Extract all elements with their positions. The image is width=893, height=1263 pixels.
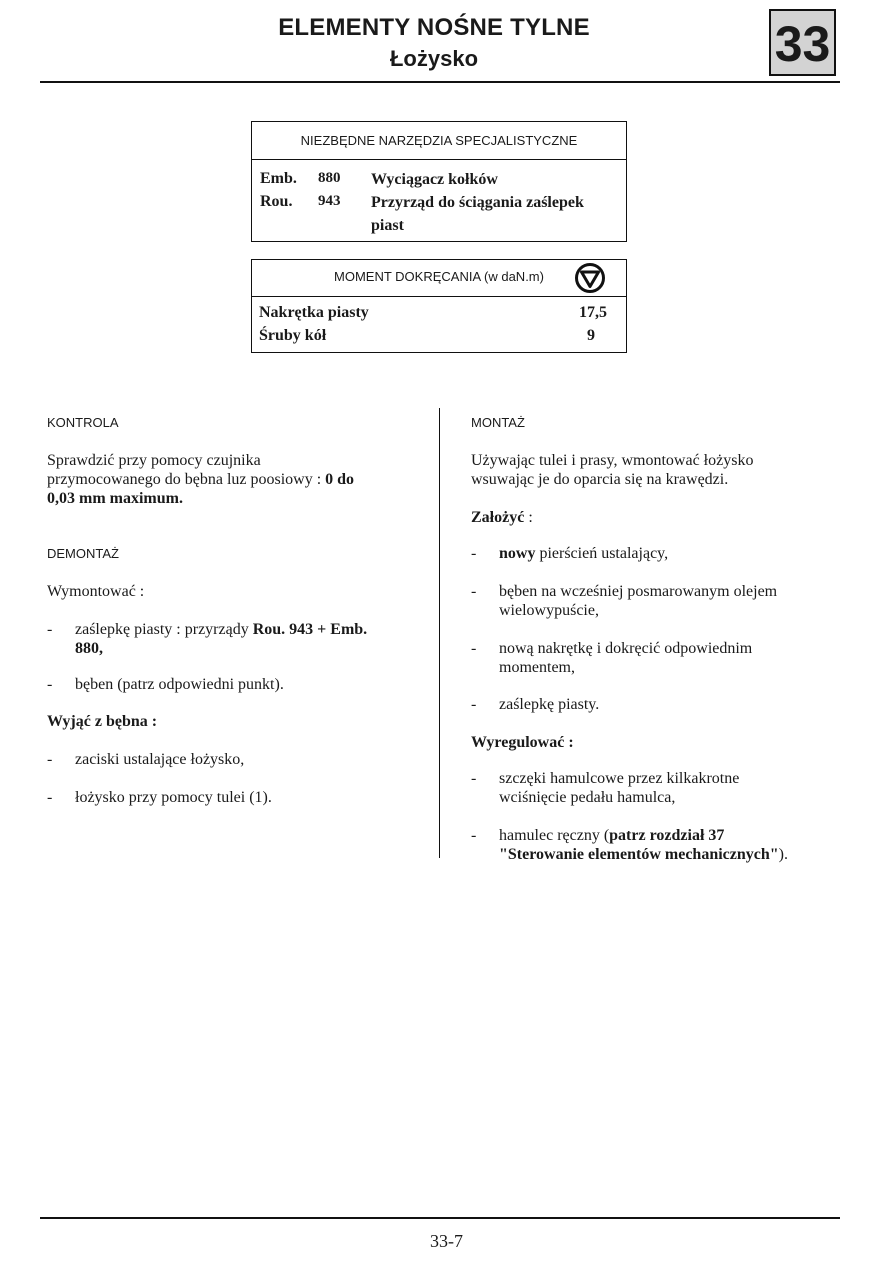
section-heading-demontaz: DEMONTAŻ	[47, 546, 119, 561]
torque-label: Śruby kół	[259, 327, 327, 344]
torque-row	[259, 304, 607, 322]
list-dash: -	[471, 770, 477, 787]
kontrola-text	[47, 451, 427, 508]
demontaz-intro: Wymontować :	[47, 583, 145, 600]
column-divider	[439, 408, 440, 858]
tool-number: 943	[318, 193, 341, 209]
list-dash: -	[471, 696, 477, 713]
list-item-text: bęben (patrz odpowiedni punkt).	[75, 676, 284, 693]
paragraph-bold: 0 do	[325, 471, 355, 488]
page-title: ELEMENTY NOŚNE TYLNE	[278, 14, 590, 41]
list-item-text	[499, 639, 869, 677]
torque-heading	[252, 260, 626, 297]
page-number: 33-7	[430, 1231, 463, 1251]
tool-code: Emb.	[260, 170, 297, 187]
sub-heading-bold: Założyć	[471, 509, 525, 526]
torque-box	[251, 259, 627, 353]
item-line	[499, 826, 874, 845]
item-text: hamulec ręczny (	[499, 827, 610, 844]
sub-heading: Wyjąć z bębna :	[47, 713, 158, 730]
tool-name: Wyciągacz kołków	[371, 171, 498, 188]
list-dash: -	[47, 751, 53, 768]
torque-value: 9	[587, 327, 595, 344]
list-dash: -	[471, 827, 477, 844]
footer-rule	[40, 1217, 840, 1219]
list-dash: -	[47, 621, 53, 638]
item-bold: Rou. 943 + Emb.	[252, 621, 368, 638]
item-bold: "Sterowanie elementów mechanicznych"	[499, 846, 779, 863]
torque-heading-text: MOMENT DOKRĘCANIA (w daN.m)	[334, 269, 544, 284]
chapter-number-badge: 33	[769, 9, 836, 76]
list-dash: -	[47, 789, 53, 806]
item-line: nową nakrętkę i dokręcić odpowiednim	[499, 640, 753, 657]
torque-label: Nakrętka piasty	[259, 304, 369, 321]
list-item-text	[499, 769, 869, 807]
item-line: wielowypuście,	[499, 602, 599, 619]
sub-heading	[471, 508, 533, 527]
item-bold: 880,	[75, 640, 103, 657]
section-heading-kontrola: KONTROLA	[47, 415, 119, 430]
montaz-text	[471, 451, 871, 489]
list-item-text: łożysko przy pomocy tulei (1).	[75, 789, 272, 806]
tool-code: Rou.	[260, 193, 293, 210]
sub-heading: Wyregulować :	[471, 734, 574, 751]
item-line: bęben na wcześniej posmarowanym olejem	[499, 583, 778, 600]
tool-name-continued: piast	[371, 217, 404, 234]
list-dash: -	[47, 676, 53, 693]
torque-wrench-icon	[574, 262, 606, 299]
item-bold: patrz rozdział 37	[609, 827, 725, 844]
item-line: momentem,	[499, 659, 575, 676]
item-line: wciśnięcie pedału hamulca,	[499, 789, 676, 806]
paragraph-line: wsuwając je do oparcia się na krawędzi.	[471, 471, 729, 488]
paragraph-line: Używając tulei i prasy, wmontować łożysko	[471, 452, 754, 469]
list-dash: -	[471, 640, 477, 657]
paragraph-line: Sprawdzić przy pomocy czujnika	[47, 452, 261, 469]
tool-name: Przyrząd do ściągania zaślepek	[371, 194, 584, 211]
torque-row	[259, 327, 607, 345]
list-dash: -	[471, 545, 477, 562]
page-subtitle: Łożysko	[389, 46, 479, 71]
list-dash: -	[471, 583, 477, 600]
list-item-text	[499, 826, 874, 864]
special-tools-box	[251, 121, 627, 242]
sub-heading-colon: :	[524, 509, 533, 526]
paragraph-line: 0,03 mm maximum.	[47, 490, 183, 507]
list-item-text: zaślepkę piasty.	[499, 696, 600, 713]
item-text: pierścień ustalający,	[535, 545, 669, 562]
header-rule	[40, 81, 840, 83]
item-bold: nowy	[499, 545, 536, 562]
section-heading-montaz: MONTAŻ	[471, 415, 525, 430]
item-line	[499, 845, 874, 864]
item-text: zaślepkę piasty : przyrządy	[75, 621, 249, 638]
paragraph-text: przymocowanego do bębna luz poosiowy :	[47, 471, 322, 488]
list-item-text: zaciski ustalające łożysko,	[75, 751, 245, 768]
torque-value: 17,5	[579, 304, 607, 321]
list-item-text	[499, 544, 668, 563]
item-line: szczęki hamulcowe przez kilkakrotne	[499, 770, 740, 787]
paragraph-line	[47, 470, 427, 489]
list-item-text	[499, 582, 869, 620]
tool-number: 880	[318, 170, 341, 186]
item-text: ).	[778, 846, 788, 863]
list-item-text	[75, 620, 425, 658]
special-tools-heading: NIEZBĘDNE NARZĘDZIA SPECJALISTYCZNE	[252, 122, 626, 160]
